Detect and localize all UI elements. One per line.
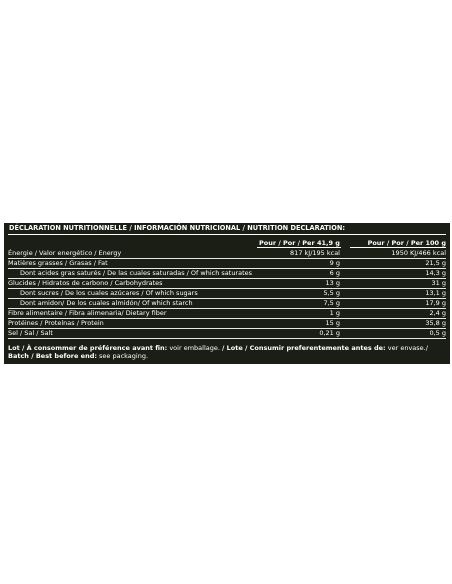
nutrition-panel: [4, 223, 450, 364]
row-label: Énergie / Valor energético / Energy: [8, 249, 122, 257]
lote-label: / Lote / Consumir preferentemente antes de:: [222, 344, 386, 352]
row-label: Dont sucres / De los cuales azúcares / Of which sugars: [20, 289, 198, 297]
row-divider: [8, 338, 446, 339]
row-value-per100: 31 g: [431, 279, 446, 287]
title-divider: [8, 234, 446, 235]
row-value-per100: 17,9 g: [425, 299, 446, 307]
row-value-per100: 21,5 g: [425, 259, 446, 267]
lot-label: Lot / À consommer de préférence avant fin:: [8, 344, 168, 352]
nutrition-row: [4, 329, 450, 339]
row-value-per100: 2,4 g: [429, 309, 446, 317]
nutrition-row: [4, 299, 450, 309]
column-header-per-100g: Pour / Por / Per 100 g: [367, 239, 446, 247]
nutrition-row: [4, 269, 450, 279]
row-label: Matières grasses / Grasas / Fat: [8, 259, 108, 267]
column-header-divider: [257, 247, 341, 248]
row-value-portion: 13 g: [325, 279, 340, 287]
lot-best-before-note: [8, 344, 444, 360]
row-label: Dont acides gras saturés / De las cuales saturadas / Of which saturates: [20, 269, 253, 277]
nutrition-title: DÉCLARATION NUTRITIONNELLE / INFORMACIÓN NUTRICIONAL / NUTRITION DECLARATION:: [9, 224, 345, 232]
column-header-divider: [350, 247, 446, 248]
row-label: Protéines / Proteínas / Protein: [8, 319, 104, 327]
batch-label: Batch / Best before end:: [8, 352, 97, 360]
nutrition-row: [4, 259, 450, 269]
row-value-portion: 5,5 g: [323, 289, 340, 297]
row-value-portion: 1 g: [329, 309, 340, 317]
row-value-portion: 7,5 g: [323, 299, 340, 307]
column-header-per-portion: Pour / Por / Per 41,9 g: [259, 239, 340, 247]
row-value-portion: 0,21 g: [319, 329, 340, 337]
nutrition-row: [4, 289, 450, 299]
batch-text: see packaging.: [96, 352, 149, 360]
row-value-portion: 817 kJ/195 kcal: [290, 249, 340, 257]
row-value-per100: 14,3 g: [425, 269, 446, 277]
row-value-portion: 15 g: [325, 319, 340, 327]
nutrition-row: [4, 249, 450, 259]
row-value-per100: 13,1 g: [425, 289, 446, 297]
row-label: Dont amidon/ De los cuales almidón/ Of which starch: [20, 299, 193, 307]
row-value-portion: 9 g: [329, 259, 340, 267]
nutrition-row: [4, 309, 450, 319]
nutrition-row: [4, 319, 450, 329]
lote-text: ver envase./: [385, 344, 428, 352]
row-value-per100: 0,5 g: [429, 329, 446, 337]
row-value-per100: 35,8 g: [425, 319, 446, 327]
lot-text: voir emballage.: [167, 344, 222, 352]
row-value-portion: 6 g: [329, 269, 340, 277]
row-label: Sel / Sal / Salt: [8, 329, 53, 337]
row-value-per100: 1950 KJ/466 kcal: [391, 249, 446, 257]
nutrition-row: [4, 279, 450, 289]
row-label: Glucides / Hidratos de carbono / Carbohydrates: [8, 279, 163, 287]
row-label: Fibre alimentaire / Fibra alimenaria/ Dietary fiber: [8, 309, 167, 317]
